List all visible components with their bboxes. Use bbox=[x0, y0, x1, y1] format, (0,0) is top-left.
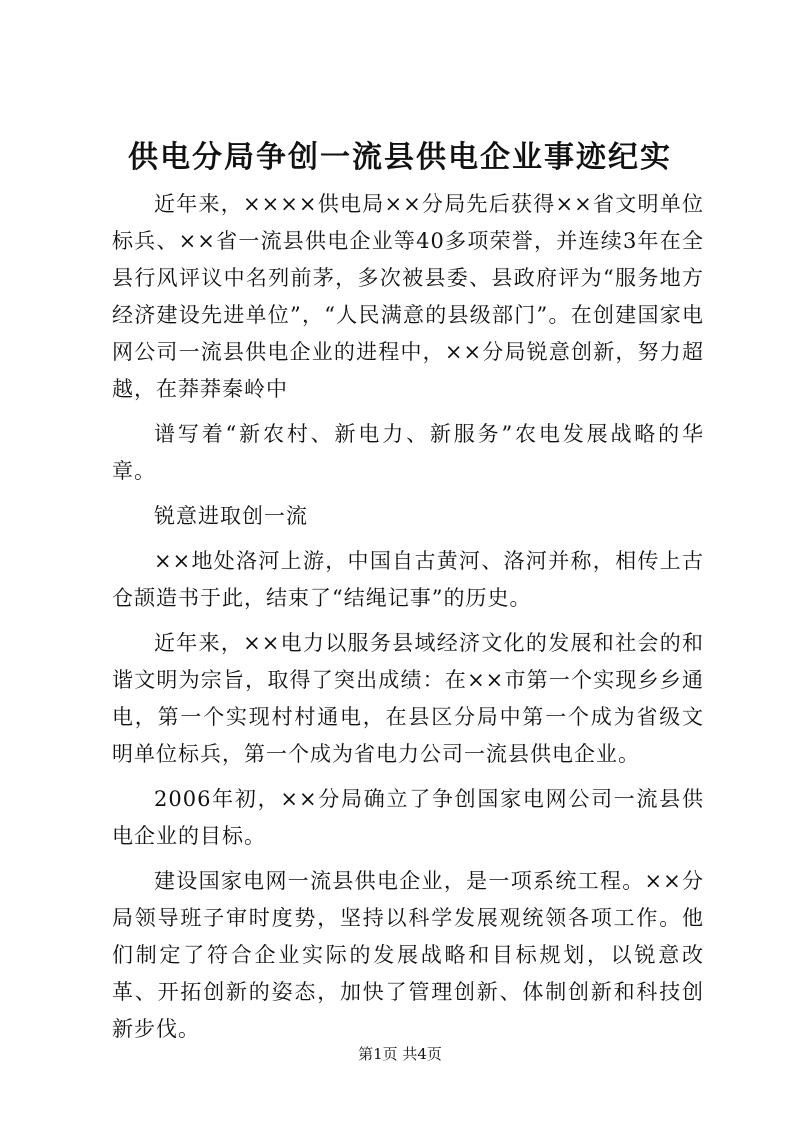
section-heading: 锐意进取创一流 bbox=[154, 504, 308, 528]
document-body bbox=[112, 186, 704, 1056]
paragraph-5: 2006年初，××分局确立了争创国家电网公司一流县供电企业的目标。 bbox=[112, 787, 704, 848]
paragraph-4: 近年来，××电力以服务县域经济文化的发展和社会的和谐文明为宗旨，取得了突出成绩：在××市第一个实现乡乡通电，第一个实现村村通电，在县区分局中第一个成为省级文明单位标兵，第一个成为省电力公司一流县供电企业。 bbox=[112, 631, 704, 766]
document-title: 供电分局争创一流县供电企业事迹纪实 bbox=[128, 140, 672, 175]
paragraph-2: 谱写着“新农村、新电力、新服务”农电发展战略的华章。 bbox=[112, 422, 704, 483]
paragraph-6: 建设国家电网一流县供电企业，是一项系统工程。××分局领导班子审时度势，坚持以科学发展观统领各项工作。他们制定了符合企业实际的发展战略和目标规划，以锐意改革、开拓创新的姿态，加快了管理创新、体制创新和科技创新步伐。 bbox=[112, 869, 704, 1041]
page-footer: 第1页 共4页 bbox=[358, 1045, 442, 1063]
paragraph-1: 近年来，××××供电局××分局先后获得××省文明单位标兵、××省一流县供电企业等40多项荣誉，并连续3年在全县行风评议中名列前茅，多次被县委、县政府评为“服务地方经济建设先进单位”，“人民满意的县级部门”。在创建国家电网公司一流县供电企业的进程中，××分局锐意创新，努力超越，在莽莽秦岭中 bbox=[112, 192, 704, 401]
paragraph-3: ××地处洛河上游，中国自古黄河、洛河并称，相传上古仓颉造书于此，结束了“结绳记事”的历史。 bbox=[112, 549, 704, 610]
